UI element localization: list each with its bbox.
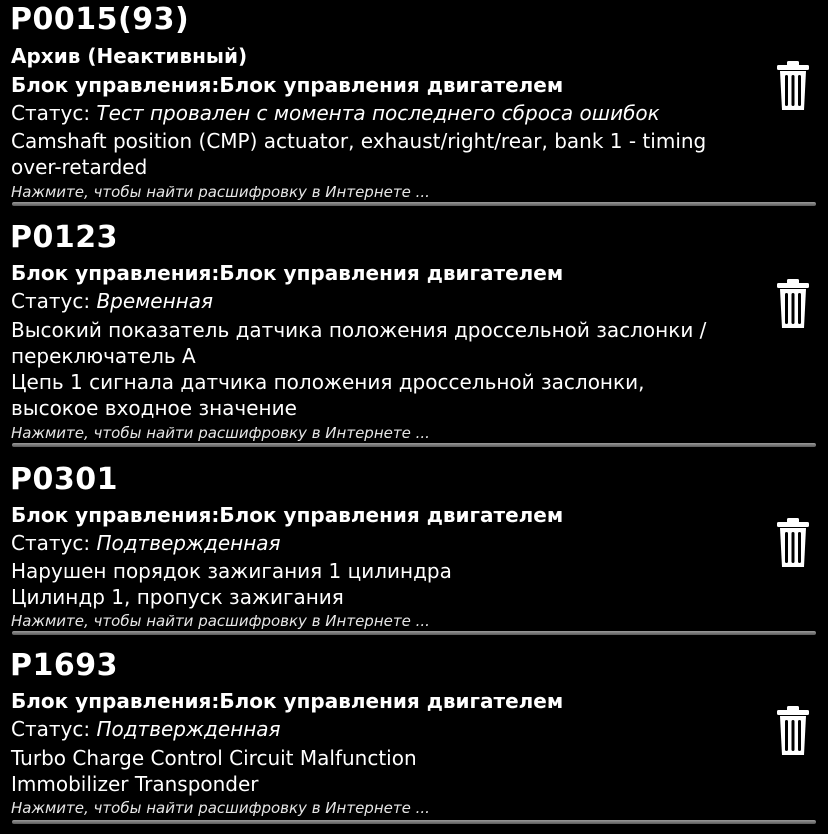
status-label: Статус: — [11, 289, 91, 313]
separator — [12, 631, 816, 635]
fault-description: Camshaft position (CMP) actuator, exhaust/right/rear, bank 1 - timing — [11, 129, 707, 153]
search-online-link[interactable]: Нажмите, чтобы найти расшифровку в Интернете ... — [11, 424, 430, 442]
fault-description: Высокий показатель датчика положения дроссельной заслонки / — [11, 318, 707, 342]
fault-code: P1693 — [10, 648, 118, 683]
status-line — [11, 100, 660, 126]
separator — [12, 820, 816, 824]
fault-description: высокое входное значение — [11, 396, 297, 420]
control-module: Блок управления:Блок управления двигателем — [11, 261, 564, 285]
search-online-link[interactable]: Нажмите, чтобы найти расшифровку в Интернете ... — [11, 183, 430, 201]
status-line — [11, 530, 281, 556]
fault-description: Immobilizer Transponder — [11, 772, 259, 796]
fault-description: переключатель А — [11, 344, 196, 368]
fault-code: P0015(93) — [10, 2, 190, 37]
trash-icon[interactable] — [776, 705, 810, 757]
separator — [12, 202, 816, 206]
status-label: Статус: — [11, 531, 91, 555]
trash-icon[interactable] — [776, 517, 810, 569]
fault-description: Цепь 1 сигнала датчика положения дроссельной заслонки, — [11, 370, 645, 394]
status-label: Статус: — [11, 717, 91, 741]
separator — [12, 443, 816, 447]
control-module: Блок управления:Блок управления двигателем — [11, 689, 564, 713]
search-online-link[interactable]: Нажмите, чтобы найти расшифровку в Интернете ... — [11, 612, 430, 630]
fault-code: P0301 — [10, 462, 118, 497]
search-online-link[interactable]: Нажмите, чтобы найти расшифровку в Интернете ... — [11, 799, 430, 817]
control-module: Блок управления:Блок управления двигателем — [11, 503, 564, 527]
fault-description: Цилиндр 1, пропуск зажигания — [11, 585, 344, 609]
fault-description: over-retarded — [11, 155, 148, 179]
status-value: Подтвержденная — [96, 717, 281, 741]
status-line — [11, 288, 213, 314]
status-value: Временная — [96, 289, 214, 313]
fault-description: Turbo Charge Control Circuit Malfunction — [11, 746, 417, 770]
status-label: Статус: — [11, 101, 91, 125]
status-line — [11, 716, 281, 742]
trash-icon[interactable] — [776, 278, 810, 330]
control-module: Блок управления:Блок управления двигателем — [11, 73, 564, 97]
status-value: Подтвержденная — [96, 531, 281, 555]
archive-status: Архив (Неактивный) — [11, 44, 248, 68]
fault-description: Нарушен порядок зажигания 1 цилиндра — [11, 559, 452, 583]
status-value: Тест провален с момента последнего сброса ошибок — [96, 101, 660, 125]
trash-icon[interactable] — [776, 60, 810, 112]
fault-code: P0123 — [10, 220, 118, 255]
